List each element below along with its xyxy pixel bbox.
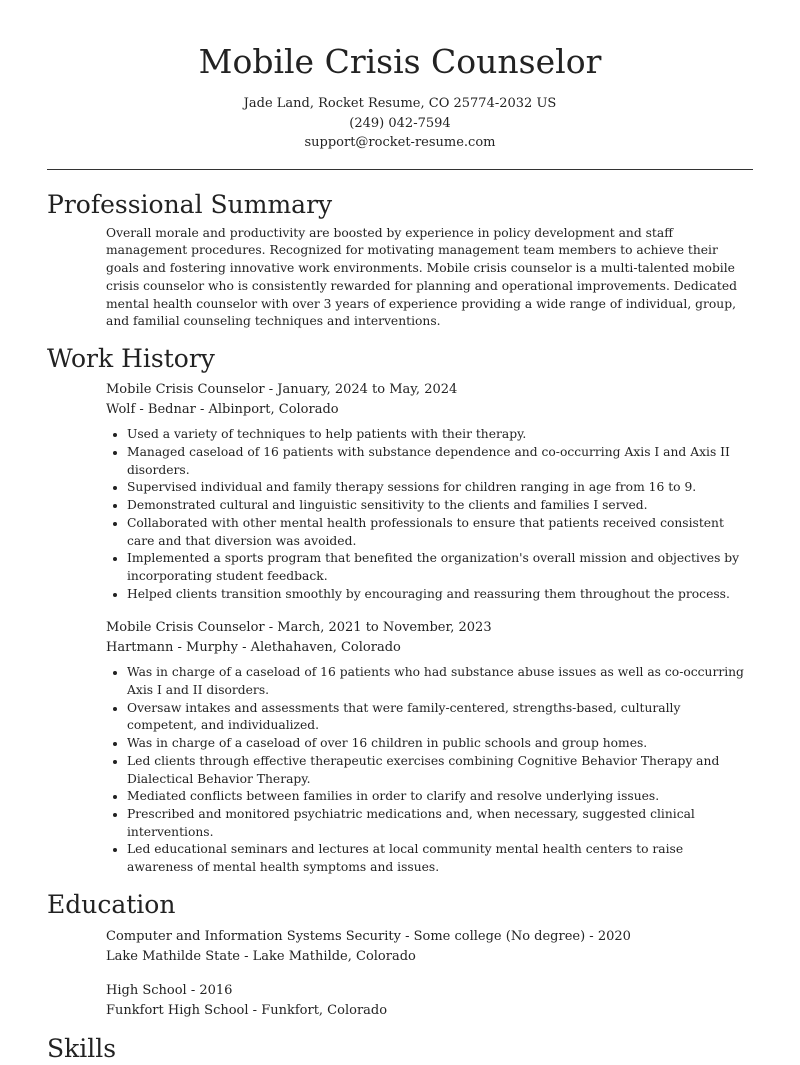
contact-phone: (249) 042-7594 [349,115,451,131]
job-entry [106,618,753,876]
job-bullets [106,426,753,603]
education-section [47,889,753,1021]
contact-address: Jade Land, Rocket Resume, CO 25774-2032 US [243,96,557,111]
list-item: • Supervised individual and family therapy sessions for children ranging in age from 16 to 9. [127,479,753,497]
job-bullets [106,664,753,876]
skills-section [47,1033,753,1065]
list-item: • Prescribed and monitored psychiatric medications and, when necessary, suggested clinical interventions. [127,806,753,841]
list-item: • Helped clients transition smoothly by encouraging and reassuring them throughout the process. [127,586,753,604]
education-school-line: Funkfort High School - Funkfort, Colorado [106,1002,388,1018]
education-entry [106,927,753,967]
job-company-line: Hartmann - Murphy - Alethahaven, Colorado [106,640,401,656]
list-item: • Was in charge of a caseload of 16 patients who had substance abuse issues as well as co-occurring Axis I and II disorders. [127,664,753,699]
education-degree-line: High School - 2016 [106,982,233,998]
summary-text: Overall morale and productivity are boosted by experience in policy development and staff management procedures. Recognized for motivating management team members to achieve their goals and fostering innovative work environments. Mobile crisis counselor is a multi-talented mobile crisis counselor who is consistently rewarded for planning and operational improvements. Dedicated mental health counselor with over 3 years of experience providing a wide range of individual, group, and familial counseling techniques and interventions. [106,225,738,329]
list-item: • Managed caseload of 16 patients with substance dependence and co-occurring Axis I and Axis II disorders. [127,444,753,479]
summary-body [47,225,753,332]
list-item: • Led clients through effective therapeutic exercises combining Cognitive Behavior Therapy and Dialectical Behavior Therapy. [127,753,753,788]
summary-section [47,189,753,332]
contact-info [47,94,753,153]
education-school-line: Lake Mathilde State - Lake Mathilde, Colorado [106,948,416,964]
skills-title: Skills [47,1033,117,1063]
resume-name: Mobile Crisis Counselor [198,42,602,81]
resume-header [47,0,753,153]
list-item: • Oversaw intakes and assessments that were family-centered, strengths-based, culturally competent, and individualized. [127,700,753,735]
summary-title: Professional Summary [47,189,333,219]
work-section [47,343,753,876]
job-entry [106,380,753,603]
contact-email: support@rocket-resume.com [304,135,496,150]
job-role-line: Mobile Crisis Counselor - January, 2024 to May, 2024 [106,382,458,398]
list-item: • Led educational seminars and lectures at local community mental health centers to raise awareness of mental health symptoms and issues. [127,841,753,876]
work-body [47,380,753,876]
list-item: • Demonstrated cultural and linguistic sensitivity to the clients and families I served. [127,497,753,515]
work-title: Work History [47,344,215,374]
job-company-line: Wolf - Bednar - Albinport, Colorado [106,402,339,418]
job-role-line: Mobile Crisis Counselor - March, 2021 to November, 2023 [106,620,492,636]
education-degree-line: Computer and Information Systems Security - Some college (No degree) - 2020 [106,928,631,944]
education-entry [106,981,753,1021]
list-item: • Was in charge of a caseload of over 16 children in public schools and group homes. [127,735,753,753]
education-title: Education [47,889,176,919]
header-divider [47,169,753,170]
list-item: • Used a variety of techniques to help patients with their therapy. [127,426,753,444]
list-item: • Collaborated with other mental health professionals to ensure that patients received consistent care and that diversion was avoided. [127,515,753,550]
education-body [47,927,753,1021]
list-item: • Mediated conflicts between families in order to clarify and resolve underlying issues. [127,788,753,806]
list-item: • Implemented a sports program that benefited the organization's overall mission and objectives by incorporating student feedback. [127,550,753,585]
